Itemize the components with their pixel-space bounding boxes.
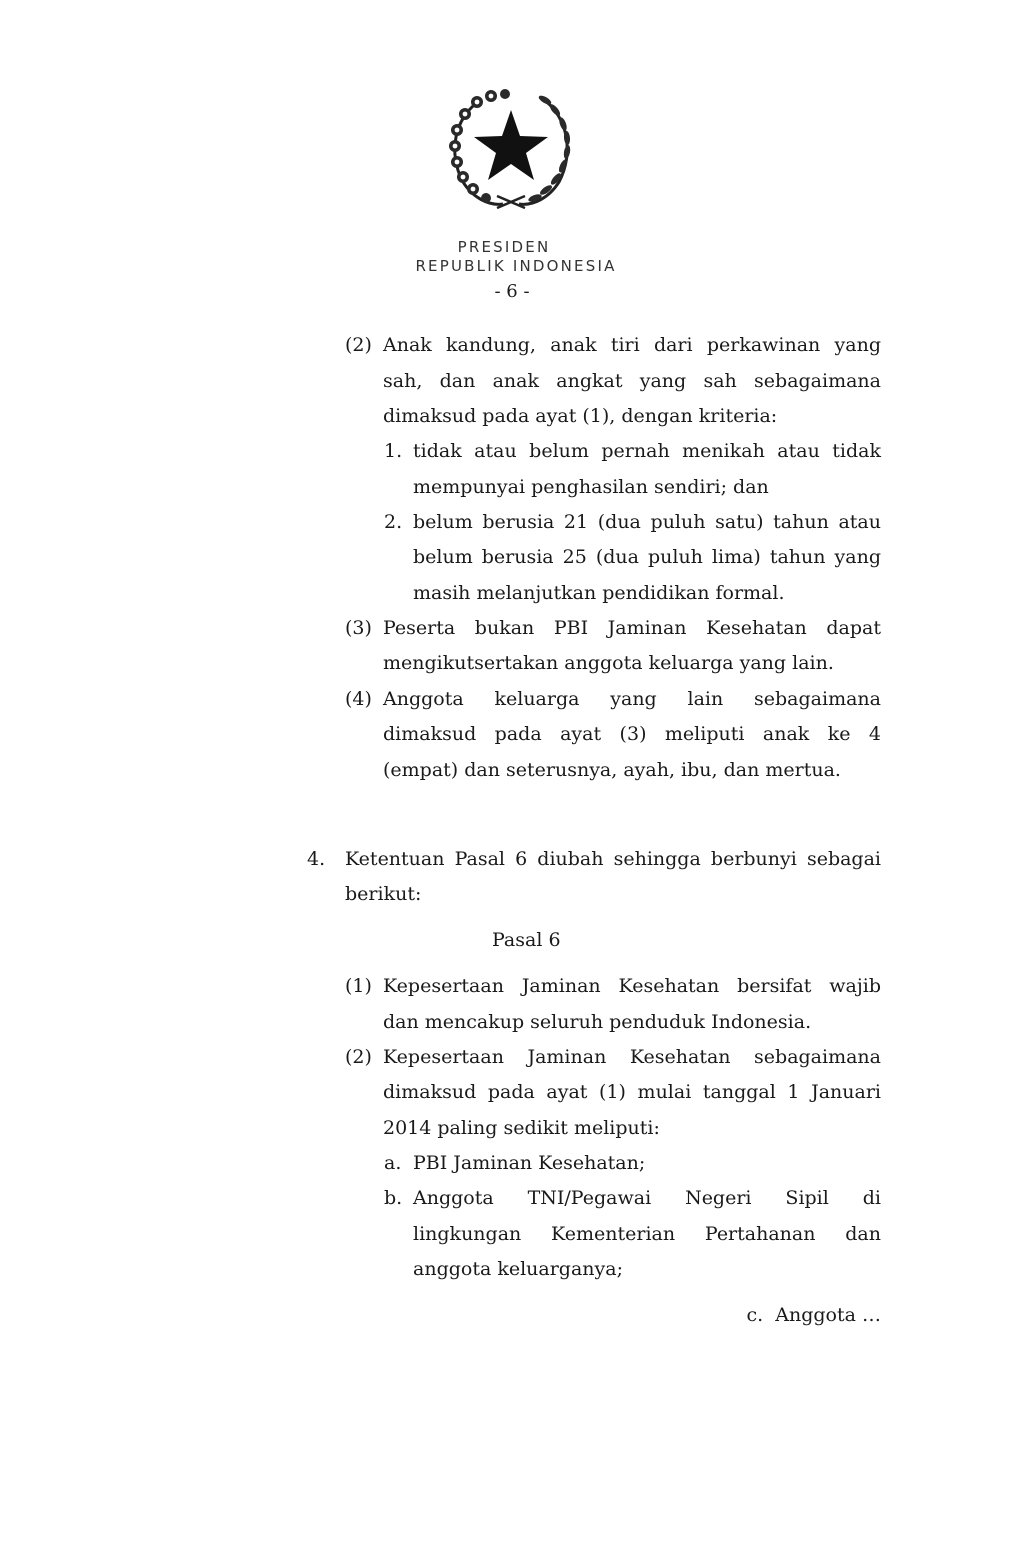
- paragraph-line: mengikutsertakan anggota keluarga yang lain.: [383, 652, 834, 674]
- paragraph-line: (empat) dan seterusnya, ayah, ibu, dan mertua.: [383, 759, 841, 781]
- paragraph-line: Anak kandung, anak tiri dari perkawinan yang: [383, 334, 881, 356]
- presidential-emblem-icon: [441, 82, 581, 214]
- paragraph-line: dan mencakup seluruh penduduk Indonesia.: [383, 1011, 812, 1033]
- paragraph-line: Kepesertaan Jaminan Kesehatan sebagaimana: [383, 1046, 881, 1068]
- item-number: (2): [345, 1046, 372, 1068]
- paragraph-line: dimaksud pada ayat (1), dengan kriteria:: [383, 405, 778, 427]
- paragraph-line: Anggota TNI/Pegawai Negeri Sipil di: [413, 1187, 881, 1209]
- paragraph-line: Ketentuan Pasal 6 diubah sehingga berbunyi sebagai: [345, 848, 881, 870]
- paragraph-line: Kepesertaan Jaminan Kesehatan bersifat wajib: [383, 975, 881, 997]
- subitem-number: b.: [384, 1187, 403, 1209]
- paragraph-line: mempunyai penghasilan sendiri; dan: [413, 476, 769, 498]
- paragraph-line: sah, dan anak angkat yang sah sebagaimana: [383, 370, 881, 392]
- paragraph-line: lingkungan Kementerian Pertahanan dan: [413, 1223, 881, 1245]
- item-number: (3): [345, 617, 372, 639]
- paragraph-line: dimaksud pada ayat (1) mulai tanggal 1 Januari: [383, 1081, 881, 1103]
- section-number: 4.: [307, 848, 326, 870]
- header-president: PRESIDEN: [457, 238, 551, 256]
- paragraph-line: belum berusia 25 (dua puluh lima) tahun yang: [413, 546, 881, 568]
- item-number: (2): [345, 334, 372, 356]
- paragraph-line: belum berusia 21 (dua puluh satu) tahun atau: [413, 511, 881, 533]
- paragraph-line: masih melanjutkan pendidikan formal.: [413, 582, 785, 604]
- page-continuation: c. Anggota …: [746, 1304, 881, 1326]
- paragraph-line: PBI Jaminan Kesehatan;: [413, 1152, 646, 1174]
- item-number: (4): [345, 688, 372, 710]
- page-number: - 6 -: [494, 281, 530, 302]
- article-title: Pasal 6: [492, 929, 561, 951]
- paragraph-line: dimaksud pada ayat (3) meliputi anak ke 4: [383, 723, 881, 745]
- header-republic: REPUBLIK INDONESIA: [415, 257, 617, 275]
- subitem-number: 2.: [384, 511, 403, 533]
- paragraph-line: berikut:: [345, 883, 422, 905]
- paragraph-line: tidak atau belum pernah menikah atau tidak: [413, 440, 881, 462]
- paragraph-line: Anggota keluarga yang lain sebagaimana: [383, 688, 881, 710]
- subitem-number: a.: [384, 1152, 402, 1174]
- subitem-number: 1.: [384, 440, 403, 462]
- paragraph-line: Peserta bukan PBI Jaminan Kesehatan dapat: [383, 617, 881, 639]
- item-number: (1): [345, 975, 372, 997]
- paragraph-line: anggota keluarganya;: [413, 1258, 624, 1280]
- paragraph-line: 2014 paling sedikit meliputi:: [383, 1117, 660, 1139]
